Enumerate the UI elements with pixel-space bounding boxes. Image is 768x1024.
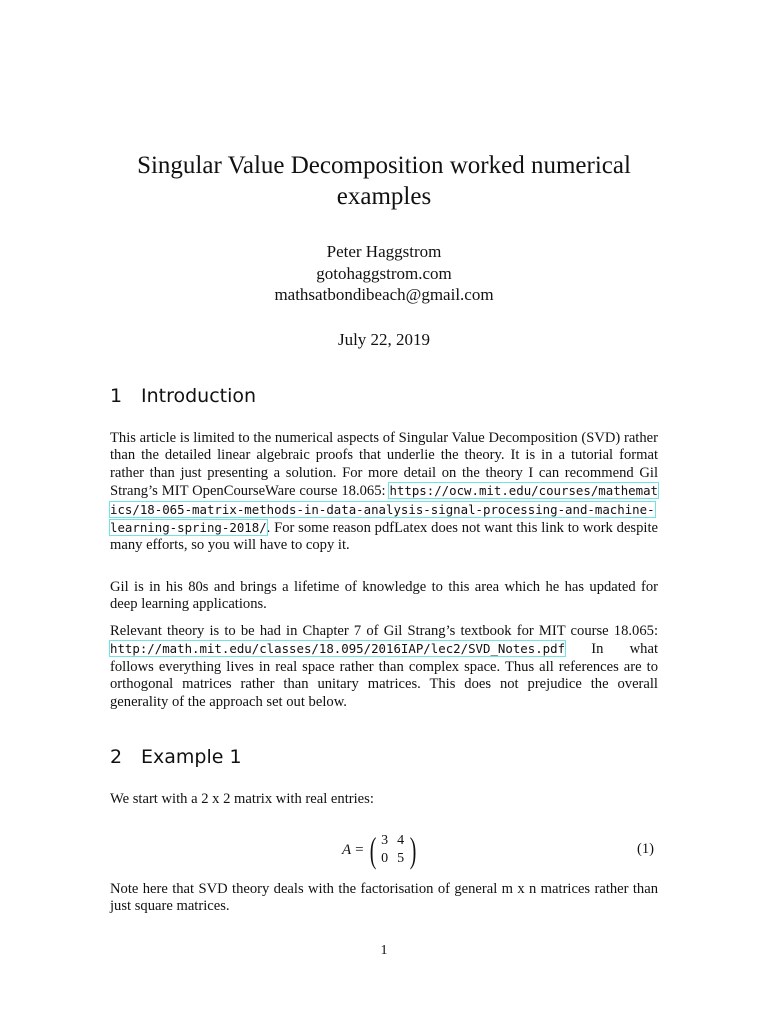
intro-p3-text-before-link: Relevant theory is to be had in Chapter 7 of Gil Strang’s textbook for MIT course 18.065:: [110, 623, 658, 639]
ocw-course-link[interactable]: https://ocw.mit.edu/courses/mathematics/18-065-matrix-methods-in-data-analysis-signal-processing-and-machine-learning-spring-2018/: [110, 483, 658, 536]
equation-body: [342, 830, 419, 870]
svd-notes-link[interactable]: http://math.mit.edu/classes/18.095/2016IAP/lec2/SVD_Notes.pdf: [110, 641, 566, 657]
left-paren-icon: (: [369, 830, 376, 870]
author-name: Peter Haggstrom: [326, 242, 442, 261]
intro-p3-text-after-link: In what follows everything lives in real space rather than complex space. Thus all references are to orthogonal matrices rather than unitary matrices. This does not prejudice the overall generality of the approach set out below.: [110, 641, 658, 710]
section-title: Introduction: [141, 385, 257, 407]
matrix-entry: 5: [397, 851, 405, 866]
equation-equals: =: [355, 841, 364, 858]
matrix-entry: 0: [381, 851, 389, 866]
section-heading-introduction: [110, 384, 256, 408]
right-paren-icon: ): [409, 830, 416, 870]
example1-paragraph-2: Note here that SVD theory deals with the factorisation of general m x n matrices rather than just square matrices.: [110, 881, 658, 915]
author-website: gotohaggstrom.com: [316, 263, 452, 283]
equation-number: (1): [637, 841, 655, 857]
intro-p1-text-before-link: This article is limited to the numerical aspects of Singular Value Decomposition (SVD) rather than the detailed linear algebraic proofs that underlie the theory. It is in a tutorial format rather than just presenting a solution. For more detail on the theory I can recommend Gil Strang’s MIT OpenCourseWare course 18.065:: [110, 430, 658, 500]
matrix-entry: 3: [381, 833, 389, 848]
paper-title: Singular Value Decomposition worked numerical examples: [137, 152, 631, 210]
page-number: 1: [380, 943, 388, 958]
author-block: [0, 241, 768, 306]
example1-paragraph-1: We start with a 2 x 2 matrix with real entries:: [110, 791, 374, 807]
author-email: mathsatbondibeach@gmail.com: [274, 285, 494, 304]
section-number: 2: [110, 746, 123, 768]
equation-1: [0, 830, 768, 870]
section-title: Example 1: [141, 746, 242, 768]
matrix-entry: 4: [397, 833, 405, 848]
intro-paragraph-1: [110, 430, 658, 555]
paper-date: July 22, 2019: [337, 330, 431, 349]
section-heading-example-1: [110, 745, 242, 769]
intro-p1-text-after-link: . For some reason pdfLatex does not want this link to work despite many efforts, so you will have to copy it.: [110, 520, 658, 554]
section-number: 1: [110, 385, 123, 407]
equation-lhs: A: [342, 841, 352, 858]
intro-paragraph-3: [110, 623, 658, 711]
matrix-a: [377, 832, 409, 868]
intro-paragraph-2: Gil is in his 80s and brings a lifetime of knowledge to this area which he has updated for deep learning applications.: [110, 579, 658, 613]
